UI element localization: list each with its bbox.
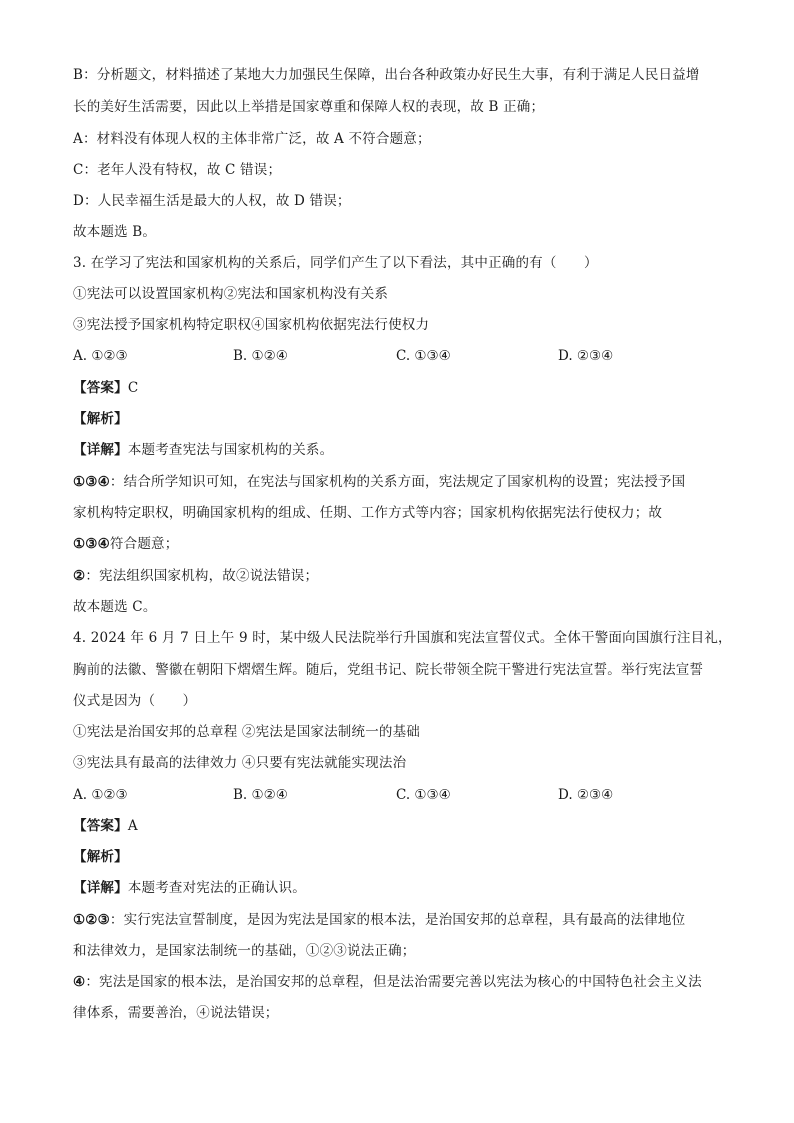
detail-text: 本题考查对宪法的正确认识。 bbox=[127, 880, 306, 896]
statement-marks: ①③④ bbox=[73, 536, 110, 552]
q3-analysis-label: 【解析】 bbox=[73, 411, 128, 427]
answer-value: A bbox=[127, 818, 138, 834]
detail-label: 【详解】 bbox=[73, 880, 128, 896]
answer-label: 【答案】 bbox=[73, 380, 128, 396]
statement-marks: ①③④ bbox=[73, 474, 110, 490]
q4-stem-line2: 胸前的法徽、警徽在朝阳下熠熠生辉。随后，党组书记、院长带领全院干警进行宪法宣誓。举行宪法宣誓 bbox=[73, 662, 704, 678]
answer-label: 【答案】 bbox=[73, 818, 128, 834]
q2-conclusion: 故本题选 B。 bbox=[73, 224, 157, 240]
q4-option-a: A. ①②③ bbox=[73, 787, 128, 803]
explanation-text: ：宪法是国家的根本法，是治国安邦的总章程，但是法治需要完善以宪法为核心的中国特色社会主义法 bbox=[85, 974, 702, 990]
q3-explanation-line3 bbox=[73, 534, 733, 554]
q3-stem: 3. 在学习了宪法和国家机构的关系后，同学们产生了以下看法，其中正确的有（ ） bbox=[73, 255, 598, 271]
q3-option-d: D. ②③④ bbox=[558, 348, 614, 364]
q4-detail bbox=[73, 878, 733, 898]
q3-explanation-line2: 家机构特定职权，明确国家机构的组成、任期、工作方式等内容；国家机构依据宪法行使权力；故 bbox=[73, 505, 663, 521]
statement-marks: ④ bbox=[73, 974, 86, 990]
detail-label: 【详解】 bbox=[73, 442, 128, 458]
q4-option-c: C. ①③④ bbox=[396, 787, 451, 803]
q2-option-d-analysis: D：人民幸福生活是最大的人权，故 D 错误； bbox=[73, 193, 351, 209]
answer-value: C bbox=[127, 380, 139, 396]
q4-option-b: B. ①②④ bbox=[233, 787, 288, 803]
explanation-text: ：实行宪法宣誓制度，是因为宪法是国家的根本法，是治国安邦的总章程，具有最高的法律地位 bbox=[109, 912, 686, 928]
q4-option-d: D. ②③④ bbox=[558, 787, 614, 803]
q4-answer bbox=[73, 816, 733, 836]
q4-explanation-line2: 和法律效力，是国家法制统一的基础，①②③说法正确； bbox=[73, 943, 416, 959]
q4-statements-line2: ③宪法具有最高的法律效力 ④只要有宪法就能实现法治 bbox=[73, 755, 407, 771]
q4-stem-line3: 仪式是因为（ ） bbox=[73, 693, 197, 709]
q3-option-b: B. ①②④ bbox=[233, 348, 288, 364]
q2-option-b-analysis-line1: B：分析题文，材料描述了某地大力加强民生保障，出台各种政策办好民生大事，有利于满足人民日益增 bbox=[73, 67, 700, 83]
q4-stem-line1: 4. 2024 年 6 月 7 日上午 9 时，某中级人民法院举行升国旗和宪法宣誓仪式。全体干警面向国旗行注目礼， bbox=[73, 630, 732, 646]
statement-marks: ② bbox=[73, 568, 86, 584]
explanation-text: 符合题意； bbox=[109, 536, 179, 552]
q3-explanation-line4 bbox=[73, 566, 733, 586]
q2-option-b-analysis-line2: 长的美好生活需要，因此以上举措是国家尊重和保障人权的表现，故 B 正确； bbox=[73, 99, 545, 115]
statement-marks: ①②③ bbox=[73, 912, 110, 928]
explanation-text: ：结合所学知识可知，在宪法与国家机构的关系方面，宪法规定了国家机构的设置；宪法授予国 bbox=[109, 474, 686, 490]
q2-option-a-analysis: A：材料没有体现人权的主体非常广泛，故 A 不符合题意； bbox=[73, 131, 431, 147]
detail-text: 本题考查宪法与国家机构的关系。 bbox=[127, 442, 334, 458]
q3-detail bbox=[73, 440, 733, 460]
q3-statements-line2: ③宪法授予国家机构特定职权④国家机构依据宪法行使权力 bbox=[73, 317, 430, 333]
q4-explanation-line1 bbox=[73, 910, 733, 930]
q3-explanation-line1 bbox=[73, 472, 733, 492]
q3-option-a: A. ①②③ bbox=[73, 348, 128, 364]
q4-statements-line1: ①宪法是治国安邦的总章程 ②宪法是国家法制统一的基础 bbox=[73, 724, 420, 740]
q2-option-c-analysis: C：老年人没有特权，故 C 错误； bbox=[73, 162, 282, 178]
q4-explanation-line4: 律体系，需要善治，④说法错误； bbox=[73, 1005, 279, 1021]
q4-analysis-label: 【解析】 bbox=[73, 849, 128, 865]
q3-option-c: C. ①③④ bbox=[396, 348, 451, 364]
q3-conclusion: 故本题选 C。 bbox=[73, 599, 157, 615]
explanation-text: ：宪法组织国家机构，故②说法错误； bbox=[85, 568, 319, 584]
q3-statements-line1: ①宪法可以设置国家机构②宪法和国家机构没有关系 bbox=[73, 286, 389, 302]
q4-explanation-line3 bbox=[73, 972, 733, 992]
q3-answer bbox=[73, 378, 733, 398]
